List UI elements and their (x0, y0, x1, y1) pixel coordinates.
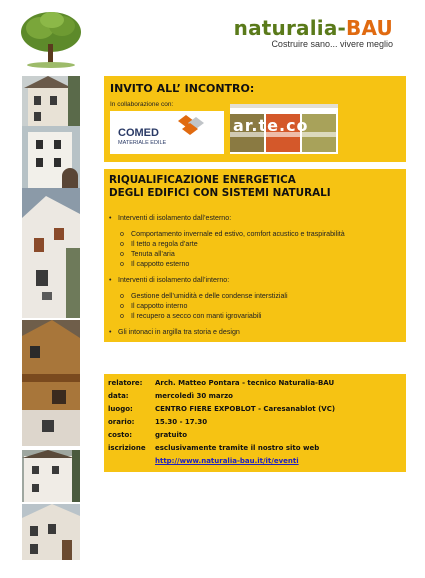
building-photo (22, 504, 80, 560)
topic-subitem: o Tenuta all’aria (120, 250, 175, 258)
building-photo (22, 76, 80, 126)
topic-subitem: o Il cappotto interno (120, 302, 188, 310)
building-photo (22, 450, 80, 502)
building-photo (22, 320, 80, 446)
collaboration-label: In collaborazione con: (110, 101, 174, 108)
arteco-logo-name: ar.te.co (233, 116, 309, 135)
topic-subitem: o Il recupero a secco con manti igrovariabili (120, 312, 262, 320)
circle-bullet-icon: o (120, 312, 124, 320)
comed-logo (110, 111, 224, 154)
topic-list (109, 213, 345, 337)
circle-bullet-icon: o (120, 302, 124, 310)
comed-logo-name: COMED (118, 127, 159, 139)
brand-tagline: Costruire sano... vivere meglio (271, 39, 393, 49)
building-photo (22, 188, 80, 318)
building-photo (22, 126, 80, 188)
circle-bullet-icon: o (120, 292, 124, 300)
circle-bullet-icon: o (120, 250, 124, 258)
brand-name: naturalia-BAU (233, 16, 393, 40)
brand-logo (234, 16, 393, 49)
topic-subitem: o Il tetto a regola d’arte (120, 240, 198, 248)
comed-logo-sub: MATERIALE EDILE (118, 140, 167, 146)
topic-subitem: o Gestione dell’umidità e delle condense interstiziali (120, 292, 288, 300)
tree-logo-icon (18, 8, 84, 70)
bullet-icon: • (109, 276, 112, 284)
invitation-title: INVITO ALL’ INCONTRO: (110, 82, 255, 95)
topic-panel (104, 169, 406, 342)
topic-subitem: o Il cappotto esterno (120, 260, 190, 268)
events-link[interactable]: http://www.naturalia-bau.it/it/eventi (155, 457, 299, 465)
details-panel: relatore: Arch. Matteo Pontara - tecnico Naturalia-BAU data: mercoledì 30 marzo luogo: CENTRO FIERE EXPOBLOT - Caresanablot (VC) orario: 15.30 - 17.30 costo: gratuito iscrizione esclusivamente tramite il nostro sito web http://www.naturalia-bau.it/it/eventi (104, 374, 406, 472)
invitation-panel (104, 76, 406, 162)
circle-bullet-icon: o (120, 240, 124, 248)
bullet-icon: • (109, 214, 112, 222)
circle-bullet-icon: o (120, 230, 124, 238)
circle-bullet-icon: o (120, 260, 124, 268)
topic-subitem: o Comportamento invernale ed estivo, comfort acustico e traspirabilità (120, 230, 345, 238)
topic-item: • Interventi di isolamento dall’esterno: (109, 214, 232, 222)
topic-item: • Gli intonaci in argilla tra storia e design (109, 328, 240, 336)
bullet-icon: • (109, 328, 112, 336)
topic-item: • Interventi di isolamento dall’interno: (109, 276, 230, 284)
topic-title: RIQUALIFICAZIONE ENERGETICA DEGLI EDIFICI CON SISTEMI NATURALI (109, 174, 331, 199)
arteco-logo (230, 104, 338, 154)
